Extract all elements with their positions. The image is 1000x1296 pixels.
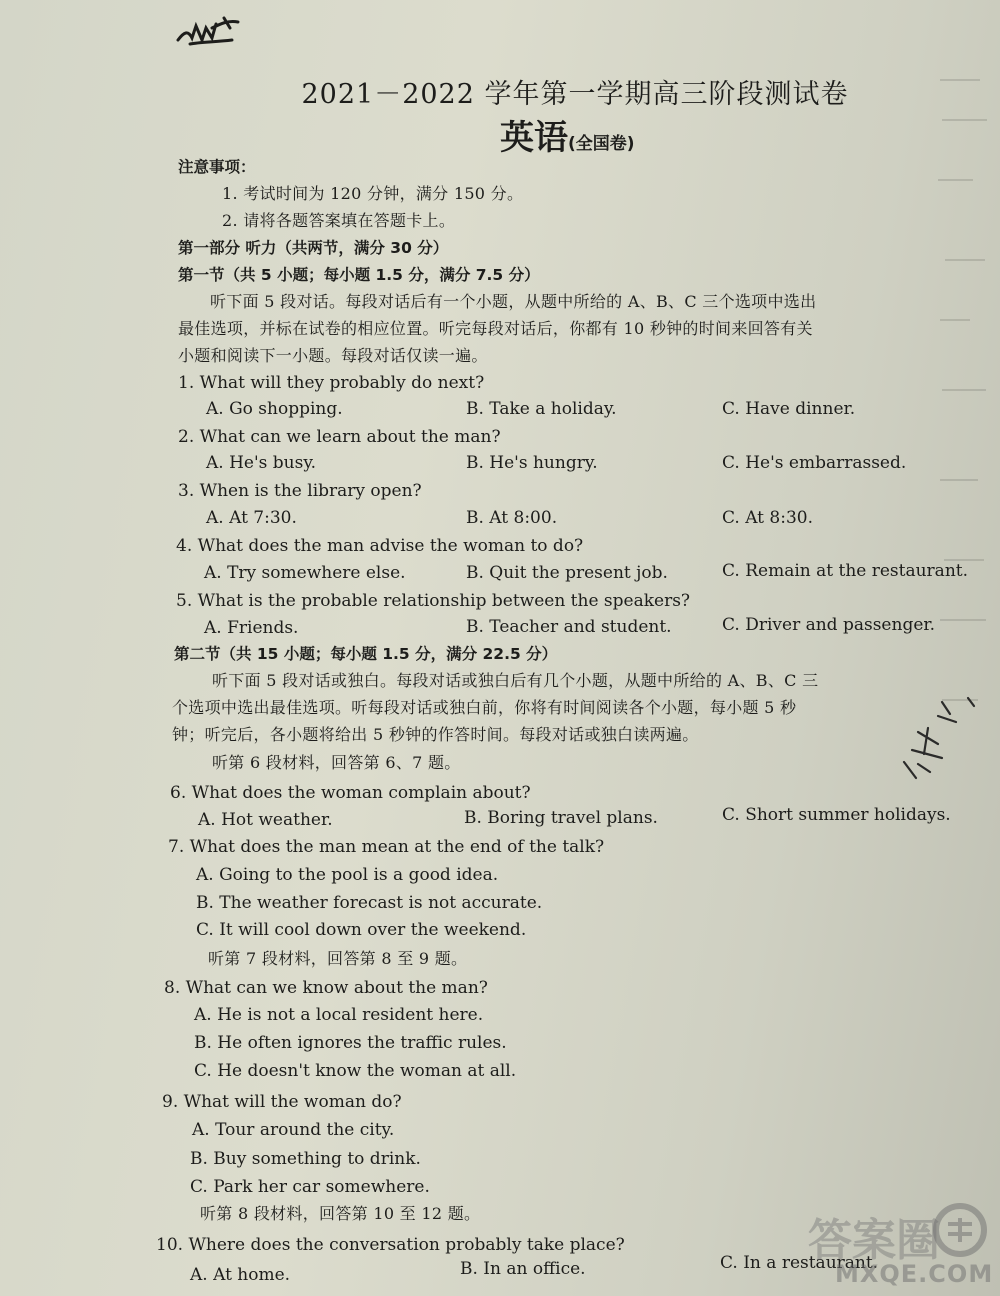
- q3-option-c: C. At 8:30.: [722, 508, 814, 528]
- subject-note: (全国卷): [568, 134, 635, 154]
- q10-option-b: B. In an office.: [460, 1259, 586, 1279]
- ink-stamp-icon: [898, 692, 978, 782]
- question-2: 2. What can we learn about the man?: [178, 427, 501, 447]
- q8-option-b: B. He often ignores the traffic rules.: [194, 1033, 507, 1053]
- section1-instruction-1: 听下面 5 段对话。每段对话后有一个小题，从题中所给的 A、B、C 三个选项中选出: [210, 292, 817, 311]
- question-9: 9. What will the woman do?: [162, 1092, 402, 1112]
- watermark-url: MXQE.COM: [835, 1260, 994, 1288]
- subject-name: 英语: [500, 118, 568, 158]
- q4-option-c: C. Remain at the restaurant.: [722, 561, 969, 581]
- question-6: 6. What does the woman complain about?: [170, 783, 531, 803]
- q8-option-c: C. He doesn't know the woman at all.: [194, 1061, 517, 1081]
- question-7: 7. What does the man mean at the end of the talk?: [168, 837, 605, 857]
- material-8-label: 听第 8 段材料，回答第 10 至 12 题。: [200, 1204, 481, 1223]
- part1-heading: 第一部分 听力（共两节，满分 30 分）: [178, 239, 449, 257]
- section2-instruction-3: 钟；听完后，各小题将给出 5 秒钟的作答时间。每段对话或独白读两遍。: [172, 725, 699, 744]
- q2-option-a: A. He's busy.: [206, 453, 317, 473]
- q5-option-a: A. Friends.: [204, 618, 299, 638]
- q10-option-c: C. In a restaurant.: [720, 1253, 879, 1273]
- watermark-circle-icon: [930, 1202, 990, 1258]
- q2-option-c: C. He's embarrassed.: [722, 453, 907, 473]
- question-5: 5. What is the probable relationship between the speakers?: [176, 591, 691, 611]
- section2-instruction-1: 听下面 5 段对话或独白。每段对话或独白后有几个小题，从题中所给的 A、B、C 三: [212, 671, 819, 690]
- notes-heading: 注意事项：: [178, 158, 256, 176]
- subject-title: [500, 110, 635, 159]
- note-item-2: 2. 请将各题答案填在答题卡上。: [222, 211, 456, 230]
- q1-option-a: A. Go shopping.: [206, 399, 343, 419]
- q7-option-a: A. Going to the pool is a good idea.: [196, 865, 499, 885]
- q1-option-c: C. Have dinner.: [722, 399, 856, 419]
- question-4: 4. What does the man advise the woman to do?: [176, 536, 584, 556]
- watermark-text: 答案圈: [808, 1215, 940, 1266]
- material-7-label: 听第 7 段材料，回答第 8 至 9 题。: [208, 949, 468, 968]
- note-item-1: 1. 考试时间为 120 分钟，满分 150 分。: [222, 184, 524, 203]
- q6-option-a: A. Hot weather.: [198, 810, 333, 830]
- q9-option-b: B. Buy something to drink.: [190, 1149, 421, 1169]
- q6-option-b: B. Boring travel plans.: [464, 808, 658, 828]
- section1-instruction-3: 小题和阅读下一小题。每段对话仅读一遍。: [178, 346, 488, 365]
- q4-option-a: A. Try somewhere else.: [204, 563, 406, 583]
- q3-option-b: B. At 8:00.: [466, 508, 558, 528]
- q7-option-b: B. The weather forecast is not accurate.: [196, 893, 543, 913]
- q6-option-c: C. Short summer holidays.: [722, 805, 951, 825]
- q10-option-a: A. At home.: [190, 1265, 291, 1285]
- q8-option-a: A. He is not a local resident here.: [194, 1005, 484, 1025]
- q9-option-c: C. Park her car somewhere.: [190, 1177, 430, 1197]
- exam-title: 2021－2022 学年第一学期高三阶段测试卷: [301, 79, 849, 110]
- q1-option-b: B. Take a holiday.: [466, 399, 617, 419]
- question-1: 1. What will they probably do next?: [178, 373, 485, 393]
- q7-option-c: C. It will cool down over the weekend.: [196, 920, 527, 940]
- question-8: 8. What can we know about the man?: [164, 978, 488, 998]
- brand-logo-icon: [176, 14, 242, 48]
- section1-instruction-2: 最佳选项，并标在试卷的相应位置。听完每段对话后，你都有 10 秒钟的时间来回答有关: [178, 319, 813, 338]
- q5-option-b: B. Teacher and student.: [466, 617, 672, 637]
- section1-heading: 第一节（共 5 小题；每小题 1.5 分，满分 7.5 分）: [178, 266, 540, 284]
- q5-option-c: C. Driver and passenger.: [722, 615, 936, 635]
- question-3: 3. When is the library open?: [178, 481, 422, 501]
- section2-instruction-2: 个选项中选出最佳选项。听每段对话或独白前，你将有时间阅读各个小题，每小题 5 秒: [172, 698, 797, 717]
- q4-option-b: B. Quit the present job.: [466, 563, 668, 583]
- question-10: 10. Where does the conversation probably take place?: [156, 1235, 625, 1255]
- material-6-label: 听第 6 段材料，回答第 6、7 题。: [212, 753, 461, 772]
- section2-heading: 第二节（共 15 小题；每小题 1.5 分，满分 22.5 分）: [174, 645, 558, 663]
- q9-option-a: A. Tour around the city.: [192, 1120, 395, 1140]
- q2-option-b: B. He's hungry.: [466, 453, 598, 473]
- bleed-through-marks: [930, 60, 1000, 780]
- q3-option-a: A. At 7:30.: [206, 508, 297, 528]
